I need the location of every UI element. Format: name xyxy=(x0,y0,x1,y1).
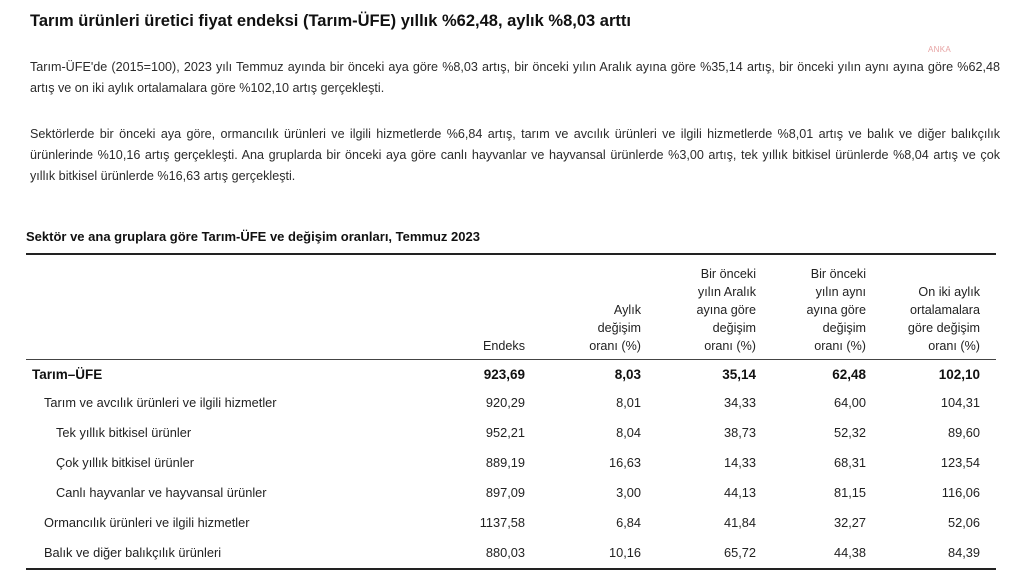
data-table xyxy=(26,253,996,570)
paragraph-sectors: Sektörlerde bir önceki aya göre, ormancılık ürünleri ve ilgili hizmetlerde %6,84 artış, tarım ve avcılık ürünleri ve ilgili hizmetlerde %8,01 artış ve balık ve diğer balıkçılık ürünlerinde %10,16 artış gerçekleşti. Ana gruplarda bir önceki aya göre canlı hayvanlar ve hayvansal ürünlerde %3,00 artış, tek yıllık bitkisel ürünlerde %8,04 artış ve çok yıllık bitkisel ürünlerde %16,63 artış gerçekleşti. xyxy=(30,127,1000,183)
watermark-logo: ANKA xyxy=(928,45,951,54)
paragraph-summary: Tarım-ÜFE'de (2015=100), 2023 yılı Temmuz ayında bir önceki aya göre %8,03 artış, bir önceki yılın Aralık ayına göre %35,14 artış, bir önceki yılın aynı ayına göre %62,48 artış ve on iki aylık ortalamalara göre %102,10 artış gerçekleşti. xyxy=(30,60,1000,95)
table-cell: 16,63 xyxy=(608,455,641,470)
column-header-line: yılın Aralık xyxy=(697,285,756,299)
table-bottom-rule xyxy=(26,568,996,570)
table-cell: 889,19 xyxy=(485,455,525,470)
column-header-line: On iki aylık xyxy=(918,285,980,299)
column-header-line: değişim xyxy=(712,321,756,335)
table-cell: 38,73 xyxy=(723,425,756,440)
column-header-line: oranı (%) xyxy=(589,339,641,353)
column-header-line: yılın aynı xyxy=(815,285,866,299)
column-header-line: Endeks xyxy=(482,339,525,353)
table-cell: 52,32 xyxy=(833,425,866,440)
column-header-2 xyxy=(696,265,756,355)
row-label: Canlı hayvanlar ve hayvansal ürünler xyxy=(56,485,267,500)
table-cell: 89,60 xyxy=(947,425,980,440)
table-cell: 35,14 xyxy=(722,367,756,382)
column-header-0 xyxy=(483,337,525,355)
column-header-line: Bir önceki xyxy=(810,267,866,281)
table-cell: 952,21 xyxy=(485,425,525,440)
table-cell: 3,00 xyxy=(616,485,641,500)
table-cell: 32,27 xyxy=(833,515,866,530)
table-cell: 920,29 xyxy=(485,395,525,410)
column-header-line: ayına göre xyxy=(806,303,866,317)
row-label: Tek yıllık bitkisel ürünler xyxy=(56,425,192,440)
table-cell: 44,38 xyxy=(833,545,866,560)
table-cell: 84,39 xyxy=(947,545,980,560)
table-cell: 6,84 xyxy=(616,515,641,530)
table-row xyxy=(26,538,996,568)
row-label: Çok yıllık bitkisel ürünler xyxy=(56,455,194,470)
table-cell: 8,04 xyxy=(616,425,641,440)
table-cell: 1137,58 xyxy=(479,515,525,530)
table-cell: 923,69 xyxy=(483,367,525,382)
column-header-line: ortalamalara xyxy=(910,303,980,317)
table-cell: 8,01 xyxy=(616,395,641,410)
table-cell: 104,31 xyxy=(940,395,980,410)
column-header-line: değişim xyxy=(597,321,641,335)
table-cell: 62,48 xyxy=(832,367,866,382)
column-header-line: oranı (%) xyxy=(704,339,756,353)
column-header-line: oranı (%) xyxy=(928,339,980,353)
row-label: Tarım–ÜFE xyxy=(32,367,103,382)
table-cell: 10,16 xyxy=(608,545,641,560)
table-cell: 64,00 xyxy=(833,395,866,410)
table-title: Sektör ve ana gruplara göre Tarım-ÜFE ve değişim oranları, Temmuz 2023 xyxy=(26,229,480,244)
column-header-line: değişim xyxy=(822,321,866,335)
column-header-line: Bir önceki xyxy=(700,267,756,281)
table-cell: 123,54 xyxy=(940,455,980,470)
table-row xyxy=(26,508,996,538)
column-header-3 xyxy=(806,265,866,355)
table-row xyxy=(26,478,996,508)
article-title: Tarım ürünleri üretici fiyat endeksi (Tarım-ÜFE) yıllık %62,48, aylık %8,03 arttı xyxy=(30,12,631,30)
table-cell: 880,03 xyxy=(485,545,525,560)
table-cell: 68,31 xyxy=(833,455,866,470)
table-cell: 116,06 xyxy=(941,485,980,500)
table-cell: 102,10 xyxy=(938,367,980,382)
table-header xyxy=(26,255,996,359)
table-cell: 52,06 xyxy=(947,515,980,530)
table-row xyxy=(26,388,996,418)
table-cell: 897,09 xyxy=(485,485,525,500)
table-cell: 44,13 xyxy=(723,485,756,500)
table-row xyxy=(26,448,996,478)
row-label: Balık ve diğer balıkçılık ürünleri xyxy=(44,545,222,560)
table-body xyxy=(26,360,996,568)
table-cell: 14,33 xyxy=(723,455,756,470)
table-cell: 65,72 xyxy=(723,545,756,560)
column-header-line: ayına göre xyxy=(696,303,756,317)
table-row xyxy=(26,418,996,448)
row-label: Tarım ve avcılık ürünleri ve ilgili hizmetler xyxy=(44,395,277,410)
table-cell: 34,33 xyxy=(723,395,756,410)
table-cell: 8,03 xyxy=(614,367,641,382)
column-header-line: Aylık xyxy=(613,303,641,317)
column-header-line: oranı (%) xyxy=(814,339,866,353)
table-cell: 41,84 xyxy=(723,515,756,530)
table-row xyxy=(26,360,996,388)
row-label: Ormancılık ürünleri ve ilgili hizmetler xyxy=(44,515,250,530)
column-header-1 xyxy=(589,301,641,355)
column-header-4 xyxy=(908,283,980,355)
column-header-line: göre değişim xyxy=(907,321,980,335)
table-cell: 81,15 xyxy=(833,485,866,500)
